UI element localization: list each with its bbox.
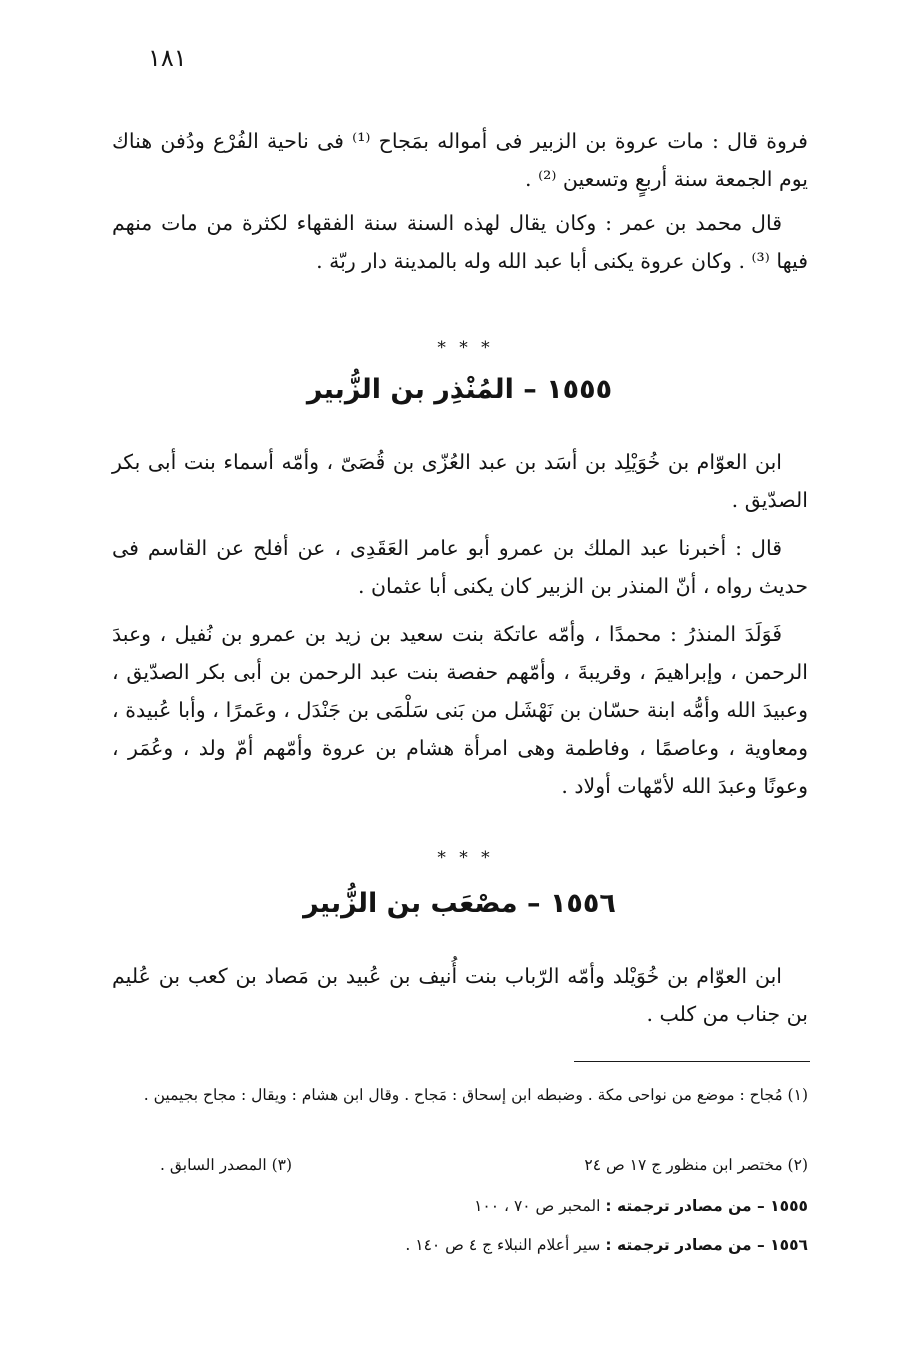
section-1555-block — [112, 443, 808, 805]
section-1555-paragraph-2: قال : أخبرنا عبد الملك بن عمرو أبو عامر العَقَدِى ، عن أفلح عن القاسم فى حديث رواه ، أنّ المنذر بن الزبير كان يكنى أبا عثمان . — [112, 536, 808, 598]
footnote-2: (٢) مختصر ابن منظور ج ١٧ ص ٢٤ — [584, 1156, 808, 1174]
intro-paragraph-1: فروة قال : مات عروة بن الزبير فى أمواله بمَجاح ⁽¹⁾ فى ناحية الفُرْع ودُفن هناك يوم الجمعة سنة أربعٍ وتسعين ⁽²⁾ . — [112, 129, 808, 191]
section-1556-paragraph-1: ابن العوّام بن خُوَيْلد وأمّه الرّباب بنت أُنيف بن عُبيد بن مَصاد بن كعب بن عُليم بن جناب من كلب . — [112, 964, 808, 1026]
intro-paragraph-2: قال محمد بن عمر : وكان يقال لهذه السنة سنة الفقهاء لكثرة من مات منهم فيها ⁽³⁾ . وكان عروة يكنى أبا عبد الله وله بالمدينة دار ربّة . — [112, 211, 808, 273]
footnote-3: (٣) المصدر السابق . — [160, 1156, 293, 1174]
source-note-1555-label: ١٥٥٥ – من مصادر ترجمته : — [605, 1197, 808, 1215]
heading-1556: ١٥٥٦ – مصْعَب بن الزُّبير — [303, 888, 616, 919]
intro-block — [112, 122, 808, 280]
source-note-1556-label: ١٥٥٦ – من مصادر ترجمته : — [605, 1236, 808, 1254]
source-note-1555 — [474, 1197, 808, 1215]
footnote-1-text: (١) مُجاح : موضع من نواحى مكة . وضبطه ابن إسحاق : مَجاح . وقال ابن هشام : ويقال : مجاح بجيمين . — [143, 1086, 808, 1104]
section-1556-block — [112, 957, 808, 1033]
section-1555-paragraph-3: فَوَلَدَ المنذرُ : محمدًا ، وأمّه عاتكة بنت سعيد بن زيد بن عمرو بن نُفيل ، وعبدَ الرحمن ، وإبراهيمَ ، وقريبةَ ، وأمّهم حفصة بنت عبد الرحمن بن أبى بكر الصدّيق ، وعبيدَ الله وأمُّه ابنة حسّان بن نَهْشَل من بَنى سَلْمَى بن جَنْدَل ، وعَمرًا ، وأبا عُبيدة ، ومعاوية ، وعاصمًا ، وفاطمة وهى امرأة هشام بن عروة وأمّهم أمّ ولد ، وعُمَر ، وعونًا وعبدَ الله لأمّهات أولاد . — [112, 622, 808, 798]
footnote-divider — [574, 1061, 810, 1062]
heading-1555: ١٥٥٥ – المُنْذِر بن الزُّبير — [306, 374, 613, 405]
source-note-1556 — [405, 1236, 808, 1254]
page-number: ١٨١ — [148, 44, 187, 72]
footnote-1 — [112, 1080, 808, 1111]
source-note-1555-text: المحبر ص ٧٠ ، ١٠٠ — [474, 1197, 601, 1215]
section-separator-1: * * * — [437, 338, 494, 358]
section-1555-paragraph-1: ابن العوّام بن خُوَيْلِد بن أسَد بن عبد العُزّى بن قُصَىّ ، وأمّه أسماء بنت أبى بكر الصدّيق . — [112, 450, 808, 512]
source-note-1556-text: سير أعلام النبلاء ج ٤ ص ١٤٠ . — [405, 1236, 601, 1254]
section-separator-2: * * * — [437, 848, 494, 868]
